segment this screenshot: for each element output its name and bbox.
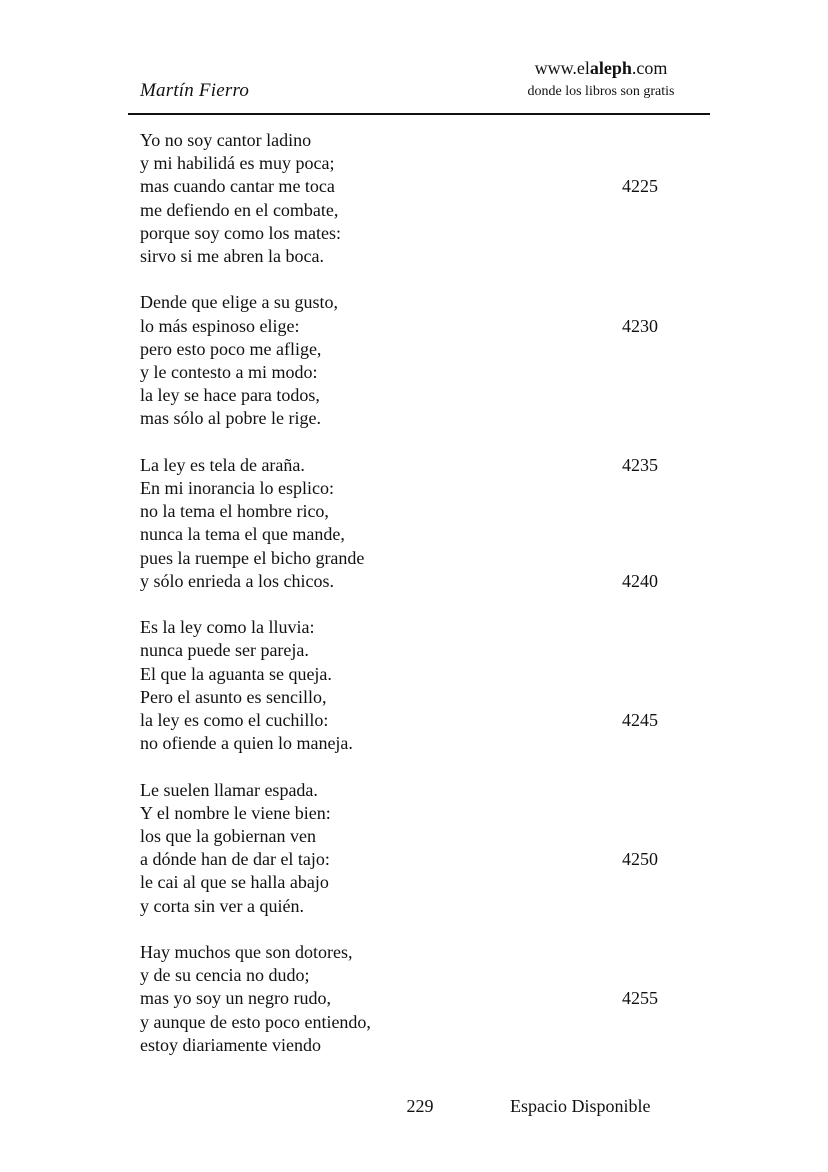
verse-line: Yo no soy cantor ladino	[140, 130, 312, 150]
verse-line: mas sólo al pobre le rige.	[140, 408, 321, 429]
site-branding	[504, 57, 698, 101]
page-number: 229	[406, 1096, 434, 1116]
verse-line: Es la ley como la lluvia:	[140, 617, 315, 638]
verse-line-number: 4235	[622, 454, 658, 475]
verse-line-number: 4230	[622, 315, 658, 336]
verse-line: no la tema el hombre rico,	[140, 501, 329, 522]
verse-line: y corta sin ver a quién.	[140, 895, 304, 916]
site-tagline: donde los libros son gratis	[527, 84, 675, 99]
verse-line: no ofiende a quien lo maneja.	[140, 733, 353, 754]
site-url[interactable]: www.elaleph.com	[534, 58, 668, 78]
verse-line: sirvo si me abren la boca.	[140, 246, 324, 266]
verse-line: mas yo soy un negro rudo,	[140, 988, 331, 1009]
verse-line: a dónde han de dar el tajo:	[140, 849, 330, 870]
header-divider	[128, 113, 710, 115]
verse-line: El que la aguanta se queja.	[140, 663, 332, 684]
verse-line: nunca puede ser pareja.	[140, 640, 309, 661]
verse-line: me defiendo en el combate,	[140, 199, 339, 220]
verse-line: pues la ruempe el bicho grande	[140, 547, 365, 568]
verse-line: y sólo enrieda a los chicos.	[140, 570, 334, 591]
verse-line: pero esto poco me aflige,	[140, 338, 322, 359]
verse-line: lo más espinoso elige:	[140, 315, 300, 336]
verse-line: le cai al que se halla abajo	[140, 872, 329, 893]
verse-line: Le suelen llamar espada.	[140, 779, 318, 800]
verse-line: porque soy como los mates:	[140, 222, 341, 243]
verse-line: la ley se hace para todos,	[140, 385, 320, 406]
verse-line: Dende que elige a su gusto,	[140, 292, 338, 313]
verse-line: Hay muchos que son dotores,	[140, 942, 353, 962]
verse-line-number: 4245	[622, 710, 658, 730]
book-title: Martín Fierro	[140, 80, 250, 101]
footer-label: Espacio Disponible	[510, 1096, 651, 1116]
verse-line: y mi habilidá es muy poca;	[140, 153, 335, 174]
verse-line: mas cuando cantar me toca	[140, 176, 335, 197]
verse-line: los que la gobiernan ven	[140, 826, 316, 846]
verse-line: En mi inorancia lo esplico:	[140, 478, 334, 498]
verse-line: estoy diariamente viendo	[140, 1034, 321, 1055]
verse-line: La ley es tela de araña.	[140, 454, 305, 475]
verse-line: Pero el asunto es sencillo,	[140, 686, 327, 707]
verse-line: nunca la tema el que mande,	[140, 524, 345, 545]
verse-line-number: 4240	[622, 570, 658, 591]
verse-line-number: 4225	[622, 176, 658, 197]
verse-line-number: 4255	[622, 988, 658, 1009]
verse-line: y le contesto a mi modo:	[140, 362, 318, 382]
verse-line: y de su cencia no dudo;	[140, 965, 310, 986]
verse-line: y aunque de esto poco entiendo,	[140, 1011, 371, 1032]
verse-line: Y el nombre le viene bien:	[140, 802, 331, 823]
verse-line-number: 4250	[622, 849, 658, 870]
verse-line: la ley es como el cuchillo:	[140, 710, 329, 730]
